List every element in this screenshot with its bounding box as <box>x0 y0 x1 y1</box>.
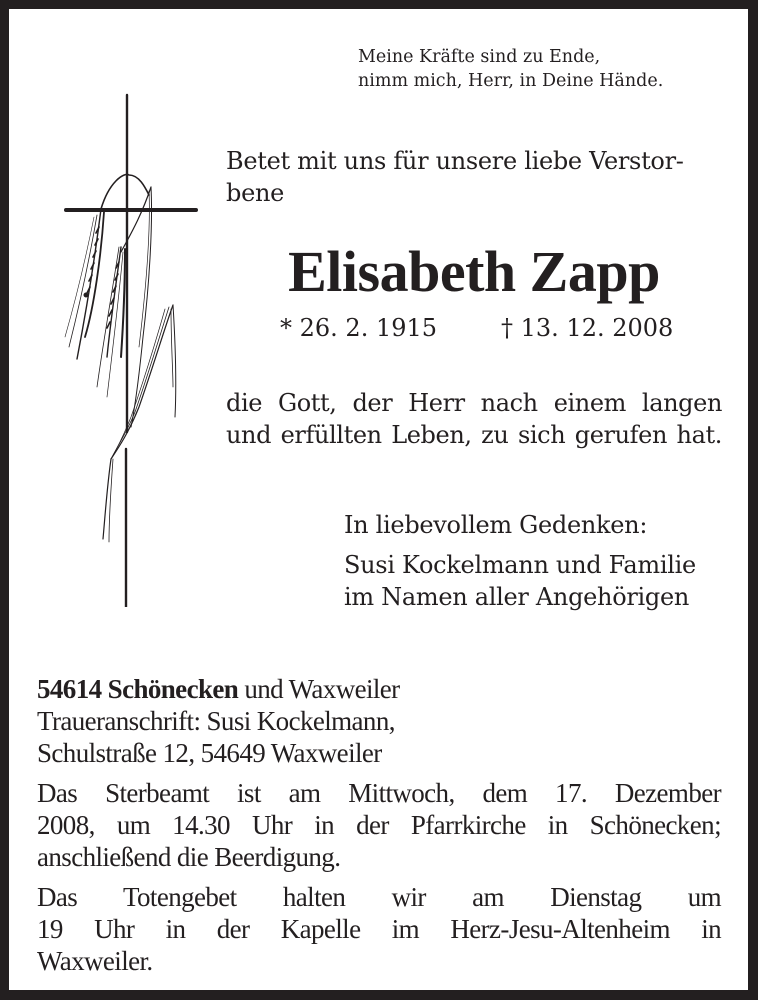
birth-date: * 26. 2. 1915 <box>280 314 438 342</box>
motto-line-2: nimm mich, Herr, in Deine Hände. <box>358 71 664 91</box>
mass-line-1: Das Sterbeamt ist am Mittwoch, dem 17. Dezember <box>37 778 721 808</box>
mourner-line-1: Susi Kockelmann und Familie <box>344 551 696 579</box>
requiem-mass-paragraph <box>37 777 721 873</box>
motto-verse <box>358 45 738 93</box>
cross-with-wheat-icon <box>49 87 199 607</box>
motto-line-1: Meine Kräfte sind zu Ende, <box>358 47 601 67</box>
address-line-1: Traueranschrift: Susi Kockelmann, <box>37 706 395 736</box>
mass-line-2: 2008, um 14.30 Uhr in der Pfarrkirche in Schönecken; <box>37 810 721 840</box>
intro-text <box>226 145 722 209</box>
closing-line-1: die Gott, der Herr nach einem langen <box>226 389 722 417</box>
location-line <box>37 673 721 705</box>
closing-text <box>226 387 722 451</box>
intro-line-1: Betet mit uns für unsere liebe Verstor- <box>226 147 684 175</box>
mass-line-3: anschließend die Beerdigung. <box>37 842 341 872</box>
death-date: † 13. 12. 2008 <box>501 314 674 342</box>
location-bold: 54614 Schönecken <box>37 674 239 704</box>
memory-heading: In liebevollem Gedenken: <box>344 511 648 539</box>
prayer-line-3: Waxweiler. <box>37 946 153 976</box>
deceased-name: Elisabeth Zapp <box>288 239 660 304</box>
funeral-details <box>37 673 721 977</box>
prayer-line-1: Das Totengebet halten wir am Dienstag um <box>37 882 721 912</box>
memorial-signature <box>344 509 724 613</box>
intro-line-2: bene <box>226 179 285 207</box>
location-rest: und Waxweiler <box>238 674 400 704</box>
address-line-2: Schulstraße 12, 54649 Waxweiler <box>37 738 382 768</box>
mourner-line-2: im Namen aller Angehörigen <box>344 583 690 611</box>
prayer-service-paragraph <box>37 881 721 977</box>
prayer-line-2: 19 Uhr in der Kapelle im Herz-Jesu-Altenheim in <box>37 914 721 944</box>
closing-line-2: und erfüllten Leben, zu sich gerufen hat. <box>226 421 722 449</box>
obituary-card <box>9 9 748 990</box>
